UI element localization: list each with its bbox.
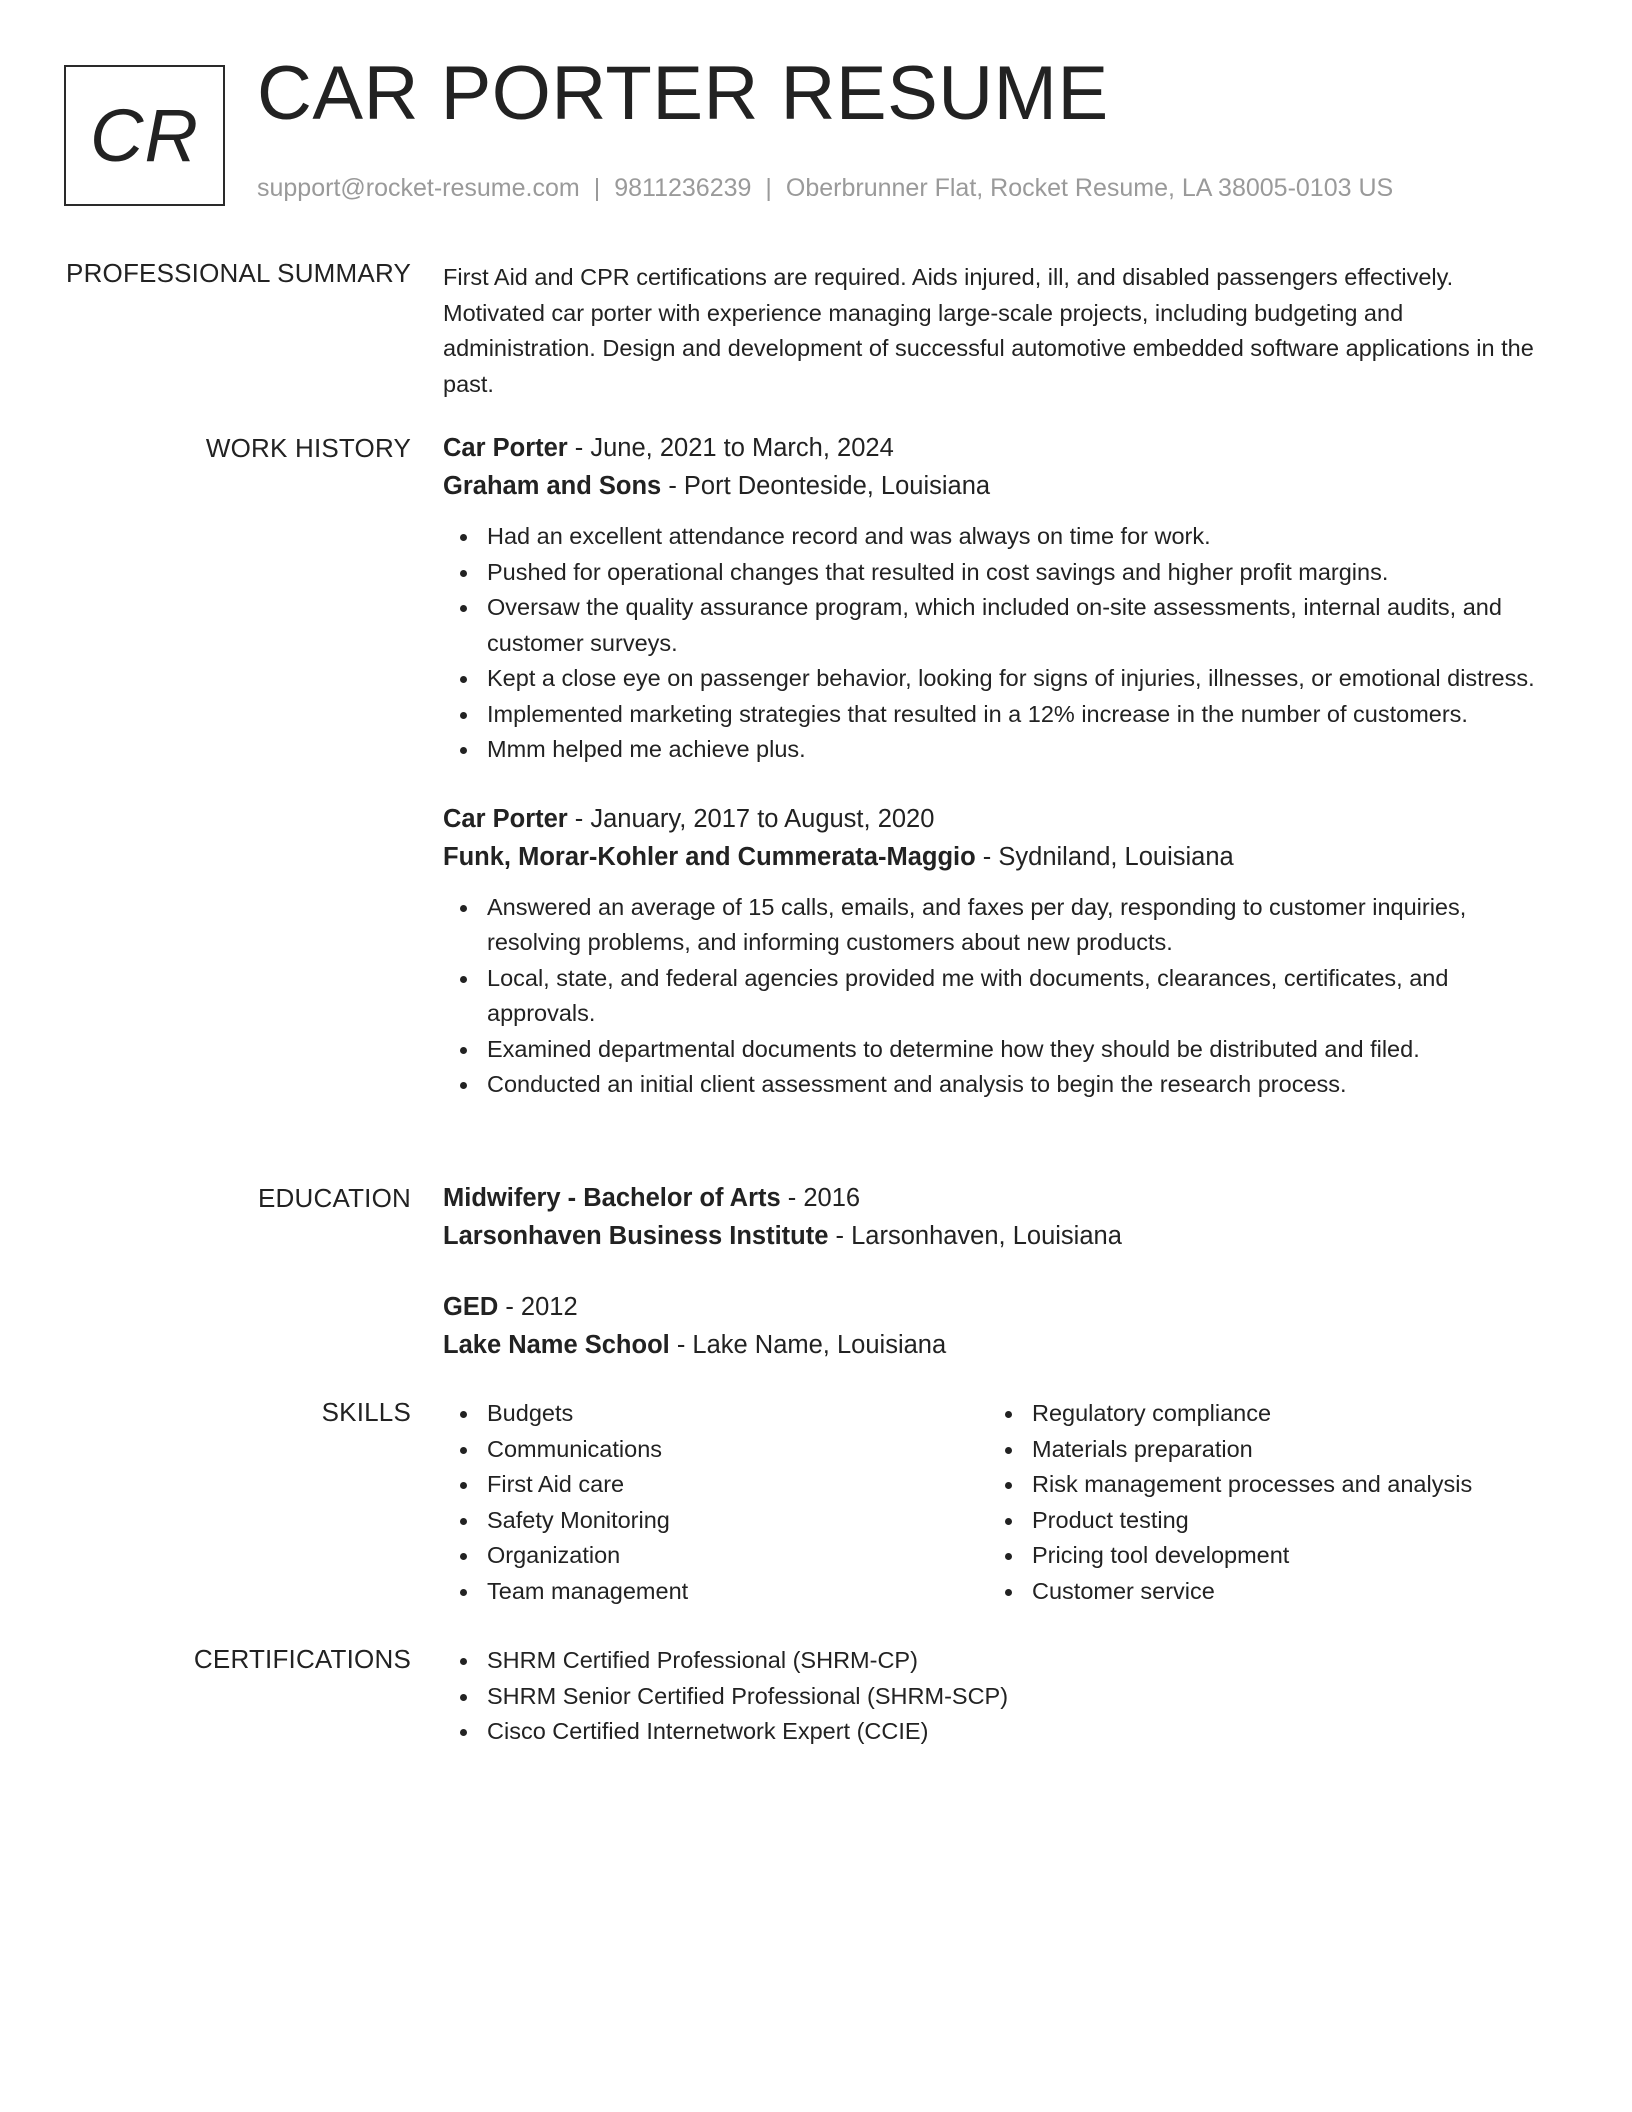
degree-line [443, 1288, 1548, 1326]
education-content [443, 1179, 1548, 1364]
school: Larsonhaven Business Institute [443, 1222, 829, 1250]
job-location: - Sydniland, Louisiana [975, 842, 1234, 871]
skills-column-left [443, 1396, 988, 1609]
job-entry [443, 800, 1548, 1103]
job-bullets [443, 890, 1548, 1103]
school-line [443, 1326, 1548, 1364]
list-item: Local, state, and federal agencies provided me with documents, clearances, certificates, and approvals. [487, 961, 1548, 1032]
job-location: - Port Deonteside, Louisiana [661, 472, 991, 500]
degree-year: - 2016 [780, 1184, 861, 1212]
contact-address: Oberbrunner Flat, Rocket Resume, LA 38005-0103 US [785, 174, 1394, 202]
list-item: Answered an average of 15 calls, emails, and faxes per day, responding to customer inquiries, resolving problems, and informing customers about new products. [487, 890, 1548, 961]
certifications-content [443, 1643, 1548, 1750]
list-item: Materials preparation [1032, 1432, 1533, 1468]
list-item: Kept a close eye on passenger behavior, looking for signs of injuries, illnesses, or emotional distress. [487, 661, 1548, 697]
monogram-initials: CR [90, 94, 199, 177]
skills-grid [443, 1396, 1548, 1609]
certifications-list [443, 1643, 1548, 1750]
job-title: Car Porter [443, 434, 568, 462]
degree-line [443, 1179, 1548, 1217]
school: Lake Name School [443, 1331, 670, 1359]
contact-separator: | [765, 174, 772, 202]
list-item: First Aid care [487, 1467, 988, 1503]
list-item: Pricing tool development [1032, 1538, 1533, 1574]
list-item: Examined departmental documents to determine how they should be distributed and filed. [487, 1032, 1548, 1068]
list-item: Mmm helped me achieve plus. [487, 732, 1548, 768]
job-company: Graham and Sons [443, 472, 662, 500]
section-label-work: WORK HISTORY [205, 433, 411, 463]
degree: GED [443, 1293, 499, 1321]
job-title-line [443, 800, 1548, 838]
section-label-summary: PROFESSIONAL SUMMARY [66, 258, 411, 288]
list-item: Team management [487, 1574, 988, 1610]
list-item: Safety Monitoring [487, 1503, 988, 1539]
job-dates: - January, 2017 to August, 2020 [567, 804, 935, 833]
skills-content [443, 1396, 1548, 1609]
list-item: SHRM Certified Professional (SHRM-CP) [487, 1643, 1548, 1679]
list-item: Cisco Certified Internetwork Expert (CCIE) [487, 1714, 1548, 1750]
school-line [443, 1217, 1548, 1255]
job-bullets [443, 519, 1548, 768]
summary-text: First Aid and CPR certifications are required. Aids injured, ill, and disabled passengers effectively. Motivated car porter with experience managing large-scale projects, including budgeting and administration. Design and development of successful automotive embedded software applications in the past. [443, 264, 1534, 397]
school-location: - Lake Name, Louisiana [669, 1331, 947, 1359]
list-item: Oversaw the quality assurance program, which included on-site assessments, internal audits, and customer surveys. [487, 590, 1548, 661]
contact-line [257, 174, 1393, 203]
contact-email: support@rocket-resume.com [257, 174, 580, 202]
education-entry [443, 1288, 1548, 1364]
job-company: Funk, Morar-Kohler and Cummerata-Maggio [443, 842, 976, 871]
skills-list-left [443, 1396, 988, 1609]
contact-separator: | [593, 174, 601, 202]
resume-title: CAR PORTER RESUME [257, 51, 1109, 136]
job-company-line [443, 467, 1548, 505]
list-item: Had an excellent attendance record and was always on time for work. [487, 519, 1548, 555]
work-content [443, 429, 1548, 1103]
job-title: Car Porter [443, 804, 568, 833]
list-item: Pushed for operational changes that resulted in cost savings and higher profit margins. [487, 555, 1548, 591]
degree: Midwifery - Bachelor of Arts [443, 1184, 781, 1212]
list-item: Product testing [1032, 1503, 1533, 1539]
skills-list-right [988, 1396, 1533, 1609]
degree-year: - 2012 [498, 1293, 578, 1321]
list-item: Regulatory compliance [1032, 1396, 1533, 1432]
list-item: Risk management processes and analysis [1032, 1467, 1533, 1503]
list-item: Organization [487, 1538, 988, 1574]
job-title-line [443, 429, 1548, 467]
monogram-box [64, 65, 225, 206]
list-item: Customer service [1032, 1574, 1533, 1610]
job-dates: - June, 2021 to March, 2024 [567, 434, 894, 462]
contact-phone: 9811236239 [614, 174, 752, 202]
job-company-line [443, 838, 1548, 876]
list-item: Conducted an initial client assessment and analysis to begin the research process. [487, 1067, 1548, 1103]
section-label-education: EDUCATION [258, 1183, 411, 1213]
school-location: - Larsonhaven, Louisiana [828, 1222, 1122, 1250]
list-item: SHRM Senior Certified Professional (SHRM-SCP) [487, 1679, 1548, 1715]
list-item: Budgets [487, 1396, 988, 1432]
summary-content [443, 260, 1548, 402]
education-entry [443, 1179, 1548, 1255]
job-entry [443, 429, 1548, 768]
section-label-skills: SKILLS [321, 1397, 411, 1427]
section-label-certifications: CERTIFICATIONS [193, 1644, 411, 1674]
list-item: Communications [487, 1432, 988, 1468]
list-item: Implemented marketing strategies that resulted in a 12% increase in the number of customers. [487, 697, 1548, 733]
skills-column-right [988, 1396, 1533, 1609]
